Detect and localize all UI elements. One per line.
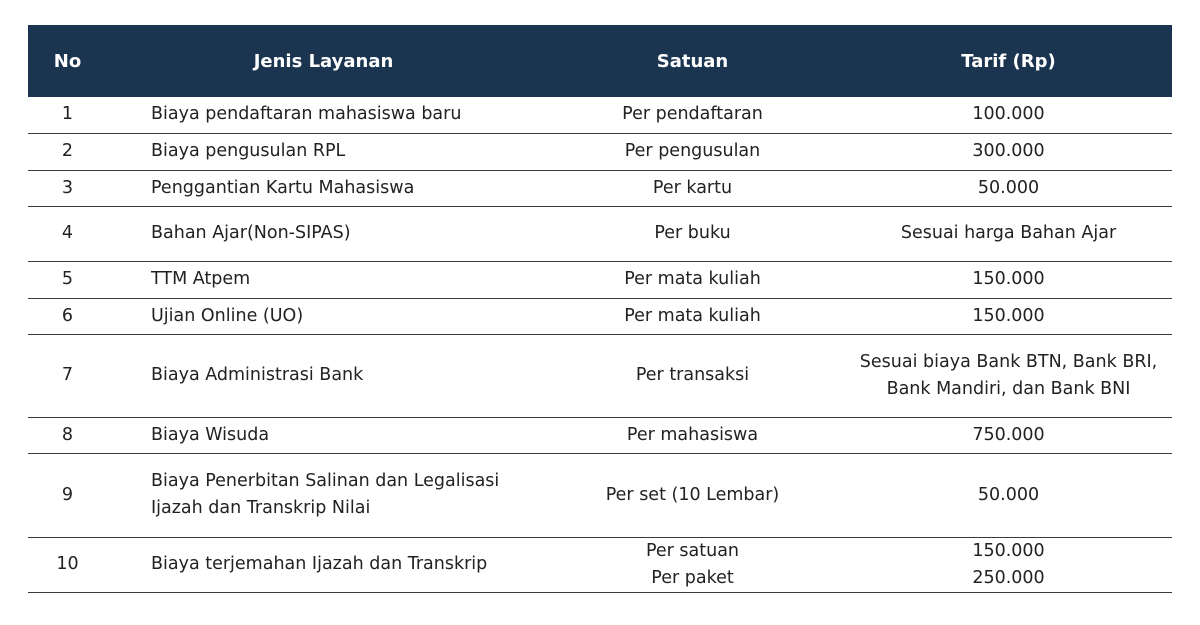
cell-unit: [540, 97, 845, 133]
cell-text: Per pendaftaran: [622, 104, 763, 125]
cell-no: 4: [28, 206, 107, 261]
cell-service: [107, 133, 540, 170]
cell-text: Bahan Ajar(Non-SIPAS): [151, 223, 351, 243]
tariff-table-container: [28, 25, 1172, 593]
cell-text: Biaya Wisuda: [151, 424, 270, 445]
cell-no: 8: [28, 417, 107, 453]
cell-text: Biaya pengusulan RPL: [151, 141, 346, 161]
cell-text: Per paket: [651, 567, 734, 588]
cell-unit: [540, 206, 845, 261]
cell-service: [107, 206, 540, 261]
cell-text: 50.000: [977, 177, 1040, 198]
header-unit: Satuan: [656, 50, 729, 72]
cell-unit: [540, 170, 845, 206]
tariff-table: [28, 25, 1172, 593]
cell-no: 9: [28, 453, 107, 537]
cell-text: Ujian Online (UO): [151, 305, 304, 326]
cell-text: 50.000: [977, 484, 1040, 505]
cell-text: Per mata kuliah: [624, 269, 761, 289]
table-row: [28, 261, 1172, 298]
table-row: [28, 417, 1172, 453]
cell-service: [107, 298, 540, 334]
cell-tariff: [845, 453, 1172, 537]
cell-no: 1: [28, 97, 107, 133]
cell-service: [107, 261, 540, 298]
header-tariff: Tarif (Rp): [961, 50, 1056, 72]
cell-text: Biaya pendaftaran mahasiswa baru: [151, 104, 462, 125]
cell-tariff: [845, 133, 1172, 170]
cell-service: [107, 170, 540, 206]
cell-unit: [540, 537, 845, 592]
cell-text: Sesuai harga Bahan Ajar: [900, 223, 1117, 243]
cell-text: TTM Atpem: [151, 269, 251, 289]
cell-unit: [540, 453, 845, 537]
cell-text: Penggantian Kartu Mahasiswa: [151, 177, 415, 198]
cell-no: 3: [28, 170, 107, 206]
table-row: [28, 97, 1172, 133]
cell-tariff: [845, 298, 1172, 334]
cell-text: Per pengusulan: [624, 141, 761, 161]
cell-text: Biaya Penerbitan Salinan dan Legalisasi: [151, 471, 500, 491]
cell-no: 6: [28, 298, 107, 334]
cell-text: Ijazah dan Transkrip Nilai: [151, 498, 371, 518]
cell-text: Per set (10 Lembar): [605, 484, 780, 505]
cell-service: [107, 417, 540, 453]
cell-text: 300.000: [972, 141, 1045, 161]
cell-no: 2: [28, 133, 107, 170]
cell-tariff: [845, 417, 1172, 453]
cell-text: Per buku: [654, 223, 731, 243]
table-row: [28, 334, 1172, 417]
cell-tariff: [845, 206, 1172, 261]
cell-tariff: [845, 170, 1172, 206]
cell-text: 150.000: [972, 305, 1045, 326]
cell-tariff: [845, 334, 1172, 417]
table-row: [28, 453, 1172, 537]
cell-text: Sesuai biaya Bank BTN, Bank BRI,: [859, 351, 1158, 372]
table-row: [28, 206, 1172, 261]
table-row: [28, 298, 1172, 334]
cell-service: [107, 453, 540, 537]
cell-tariff: [845, 261, 1172, 298]
cell-service: [107, 537, 540, 592]
header-row: [28, 25, 1172, 97]
cell-text: 250.000: [972, 567, 1045, 588]
cell-service: [107, 334, 540, 417]
cell-tariff: [845, 97, 1172, 133]
cell-text: 100.000: [972, 104, 1045, 125]
header-no: No: [53, 50, 82, 72]
cell-unit: [540, 298, 845, 334]
cell-text: Biaya Administrasi Bank: [151, 365, 364, 385]
cell-text: Per mata kuliah: [624, 305, 761, 326]
cell-no: 7: [28, 334, 107, 417]
cell-unit: [540, 417, 845, 453]
cell-text: Per satuan: [645, 540, 740, 561]
table-body: [28, 97, 1172, 592]
cell-tariff: [845, 537, 1172, 592]
cell-text: Biaya terjemahan Ijazah dan Transkrip: [151, 554, 488, 574]
cell-no: 5: [28, 261, 107, 298]
cell-no: 10: [28, 537, 107, 592]
cell-text: Per kartu: [652, 177, 733, 198]
cell-text: Per transaksi: [635, 365, 750, 385]
cell-unit: [540, 261, 845, 298]
cell-unit: [540, 334, 845, 417]
cell-text: Per mahasiswa: [626, 424, 759, 445]
cell-text: 150.000: [972, 540, 1045, 561]
table-row: [28, 133, 1172, 170]
table-row: [28, 170, 1172, 206]
table-row: [28, 537, 1172, 592]
cell-text: Bank Mandiri, dan Bank BNI: [886, 378, 1131, 399]
cell-unit: [540, 133, 845, 170]
cell-text: 750.000: [972, 424, 1045, 445]
header-service: Jenis Layanan: [253, 50, 394, 72]
table-header: [28, 25, 1172, 97]
cell-text: 150.000: [972, 269, 1045, 289]
cell-service: [107, 97, 540, 133]
